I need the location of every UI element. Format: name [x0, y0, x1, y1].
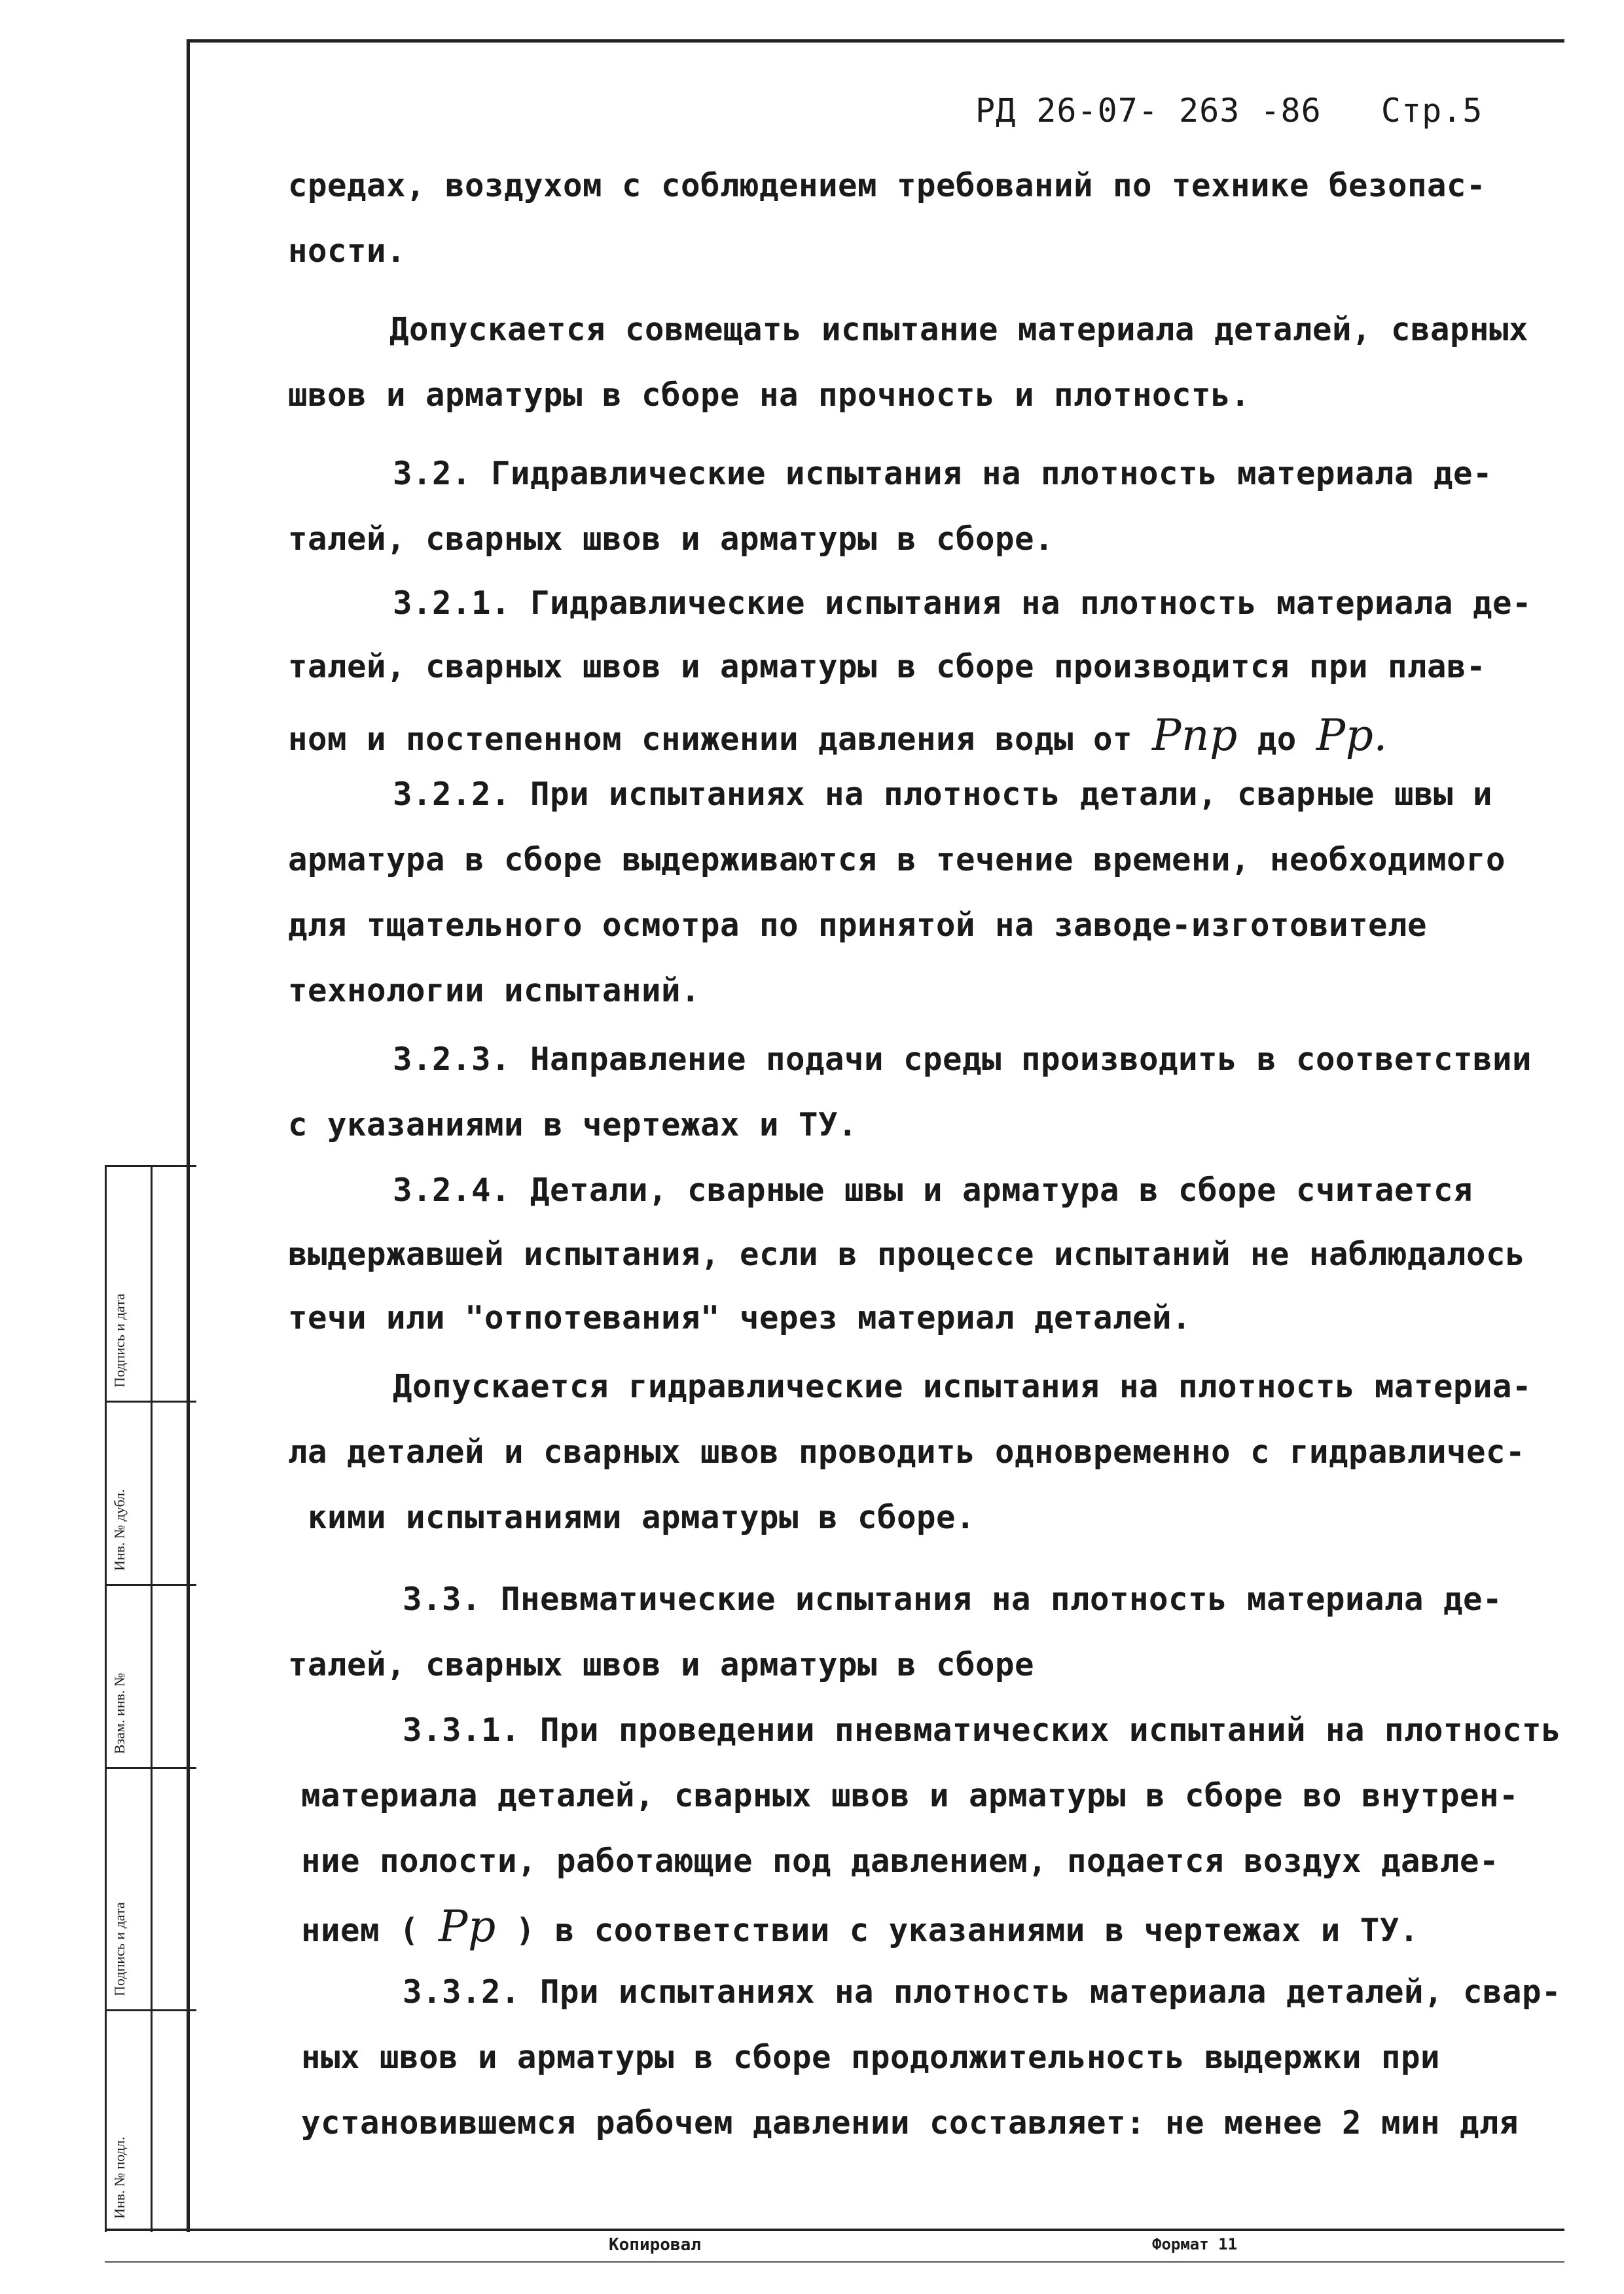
text-fragment: до	[1257, 721, 1297, 758]
text-fragment: ном и постепенном снижении давления воды от	[288, 721, 1133, 758]
text-line: ла деталей и сварных швов проводить одновременно с гидравличес-	[288, 1433, 1526, 1471]
section-3-2-2: 3.2.2. При испытаниях на плотность детали, сварные швы и	[393, 776, 1493, 813]
document-code: РД 26-07- 263 -86	[975, 92, 1322, 130]
page-header	[975, 92, 1483, 130]
text-fragment: ) в соответствии с указаниями в чертежах и ТУ.	[515, 1912, 1419, 1949]
text-line	[301, 1901, 1419, 1952]
text-line: материала деталей, сварных швов и арматуры в сборе во внутрен-	[301, 1777, 1519, 1814]
text-line: средах, воздухом с соблюдением требований по технике безопас-	[288, 167, 1487, 204]
text-line: талей, сварных швов и арматуры в сборе производится при плав-	[288, 648, 1487, 685]
frame-bottom-border	[105, 2229, 1564, 2231]
text-line: течи или "отпотевания" через материал деталей.	[288, 1299, 1192, 1336]
text-line: ности.	[288, 232, 406, 270]
text-line: с указаниями в чертежах и ТУ.	[288, 1106, 858, 1143]
stamp-label: Инв. № подл.	[111, 2136, 128, 2219]
text-line: талей, сварных швов и арматуры в сборе	[288, 1646, 1035, 1683]
text-line: Допускается совмещать испытание материала деталей, сварных	[389, 311, 1529, 348]
stamp-sidebar	[105, 1165, 196, 2232]
text-line: ние полости, работающие под давлением, подается воздух давле-	[301, 1842, 1500, 1880]
text-fragment: нием (	[301, 1912, 420, 1949]
handwritten-p-r: Рр.	[1316, 710, 1388, 761]
frame-bottom-rule	[105, 2261, 1564, 2263]
text-line: выдержавшей испытания, если в процессе испытаний не наблюдалось	[288, 1236, 1526, 1273]
stamp-divider	[105, 2009, 196, 2011]
section-3-2-1: 3.2.1. Гидравлические испытания на плотность материала де-	[393, 584, 1532, 622]
text-line: для тщательного осмотра по принятой на заводе-изготовителе	[288, 906, 1428, 944]
handwritten-p-pr: Рпр	[1152, 710, 1238, 761]
text-line: установившемся рабочем давлении составляет: не менее 2 мин для	[301, 2104, 1519, 2142]
text-line: арматура в сборе выдерживаются в течение времени, необходимого	[288, 841, 1506, 878]
text-line: талей, сварных швов и арматуры в сборе.	[288, 520, 1055, 558]
section-3-2-4: 3.2.4. Детали, сварные швы и арматура в сборе считается	[393, 1172, 1473, 1209]
footer-copied-by: Копировал	[609, 2235, 701, 2255]
stamp-divider	[151, 1165, 153, 2232]
stamp-divider	[105, 1767, 196, 1769]
stamp-border	[105, 1165, 107, 2232]
handwritten-p-r-2: Рр	[439, 1901, 496, 1952]
stamp-border	[105, 1165, 196, 1167]
page-number: Стр.5	[1380, 92, 1483, 130]
stamp-divider	[105, 1401, 196, 1403]
section-3-3-2: 3.3.2. При испытаниях на плотность материала деталей, свар-	[403, 1973, 1562, 2011]
text-line: Допускается гидравлические испытания на плотность материа-	[393, 1368, 1532, 1405]
stamp-label: Инв. № дубл.	[111, 1489, 128, 1571]
section-heading-3-2: 3.2. Гидравлические испытания на плотность материала де-	[393, 455, 1493, 492]
section-heading-3-3: 3.3. Пневматические испытания на плотность материала де-	[403, 1581, 1503, 1618]
footer-format: Формат 11	[1152, 2235, 1238, 2253]
text-line: швов и арматуры в сборе на прочность и плотность.	[288, 376, 1251, 414]
frame-top-border	[187, 39, 1564, 43]
text-line	[288, 710, 1388, 761]
stamp-label: Подпись и дата	[111, 1293, 128, 1388]
stamp-label: Взам. инв. №	[111, 1673, 128, 1754]
text-line: кими испытаниями арматуры в сборе.	[308, 1499, 976, 1536]
text-line: технологии испытаний.	[288, 972, 701, 1009]
stamp-divider	[105, 1584, 196, 1586]
section-3-3-1: 3.3.1. При проведении пневматических испытаний на плотность	[403, 1712, 1562, 1749]
text-line: ных швов и арматуры в сборе продолжительность выдержки при	[301, 2039, 1441, 2076]
stamp-label: Подпись и дата	[111, 1902, 128, 1996]
section-3-2-3: 3.2.3. Направление подачи среды производить в соответствии	[393, 1041, 1532, 1078]
